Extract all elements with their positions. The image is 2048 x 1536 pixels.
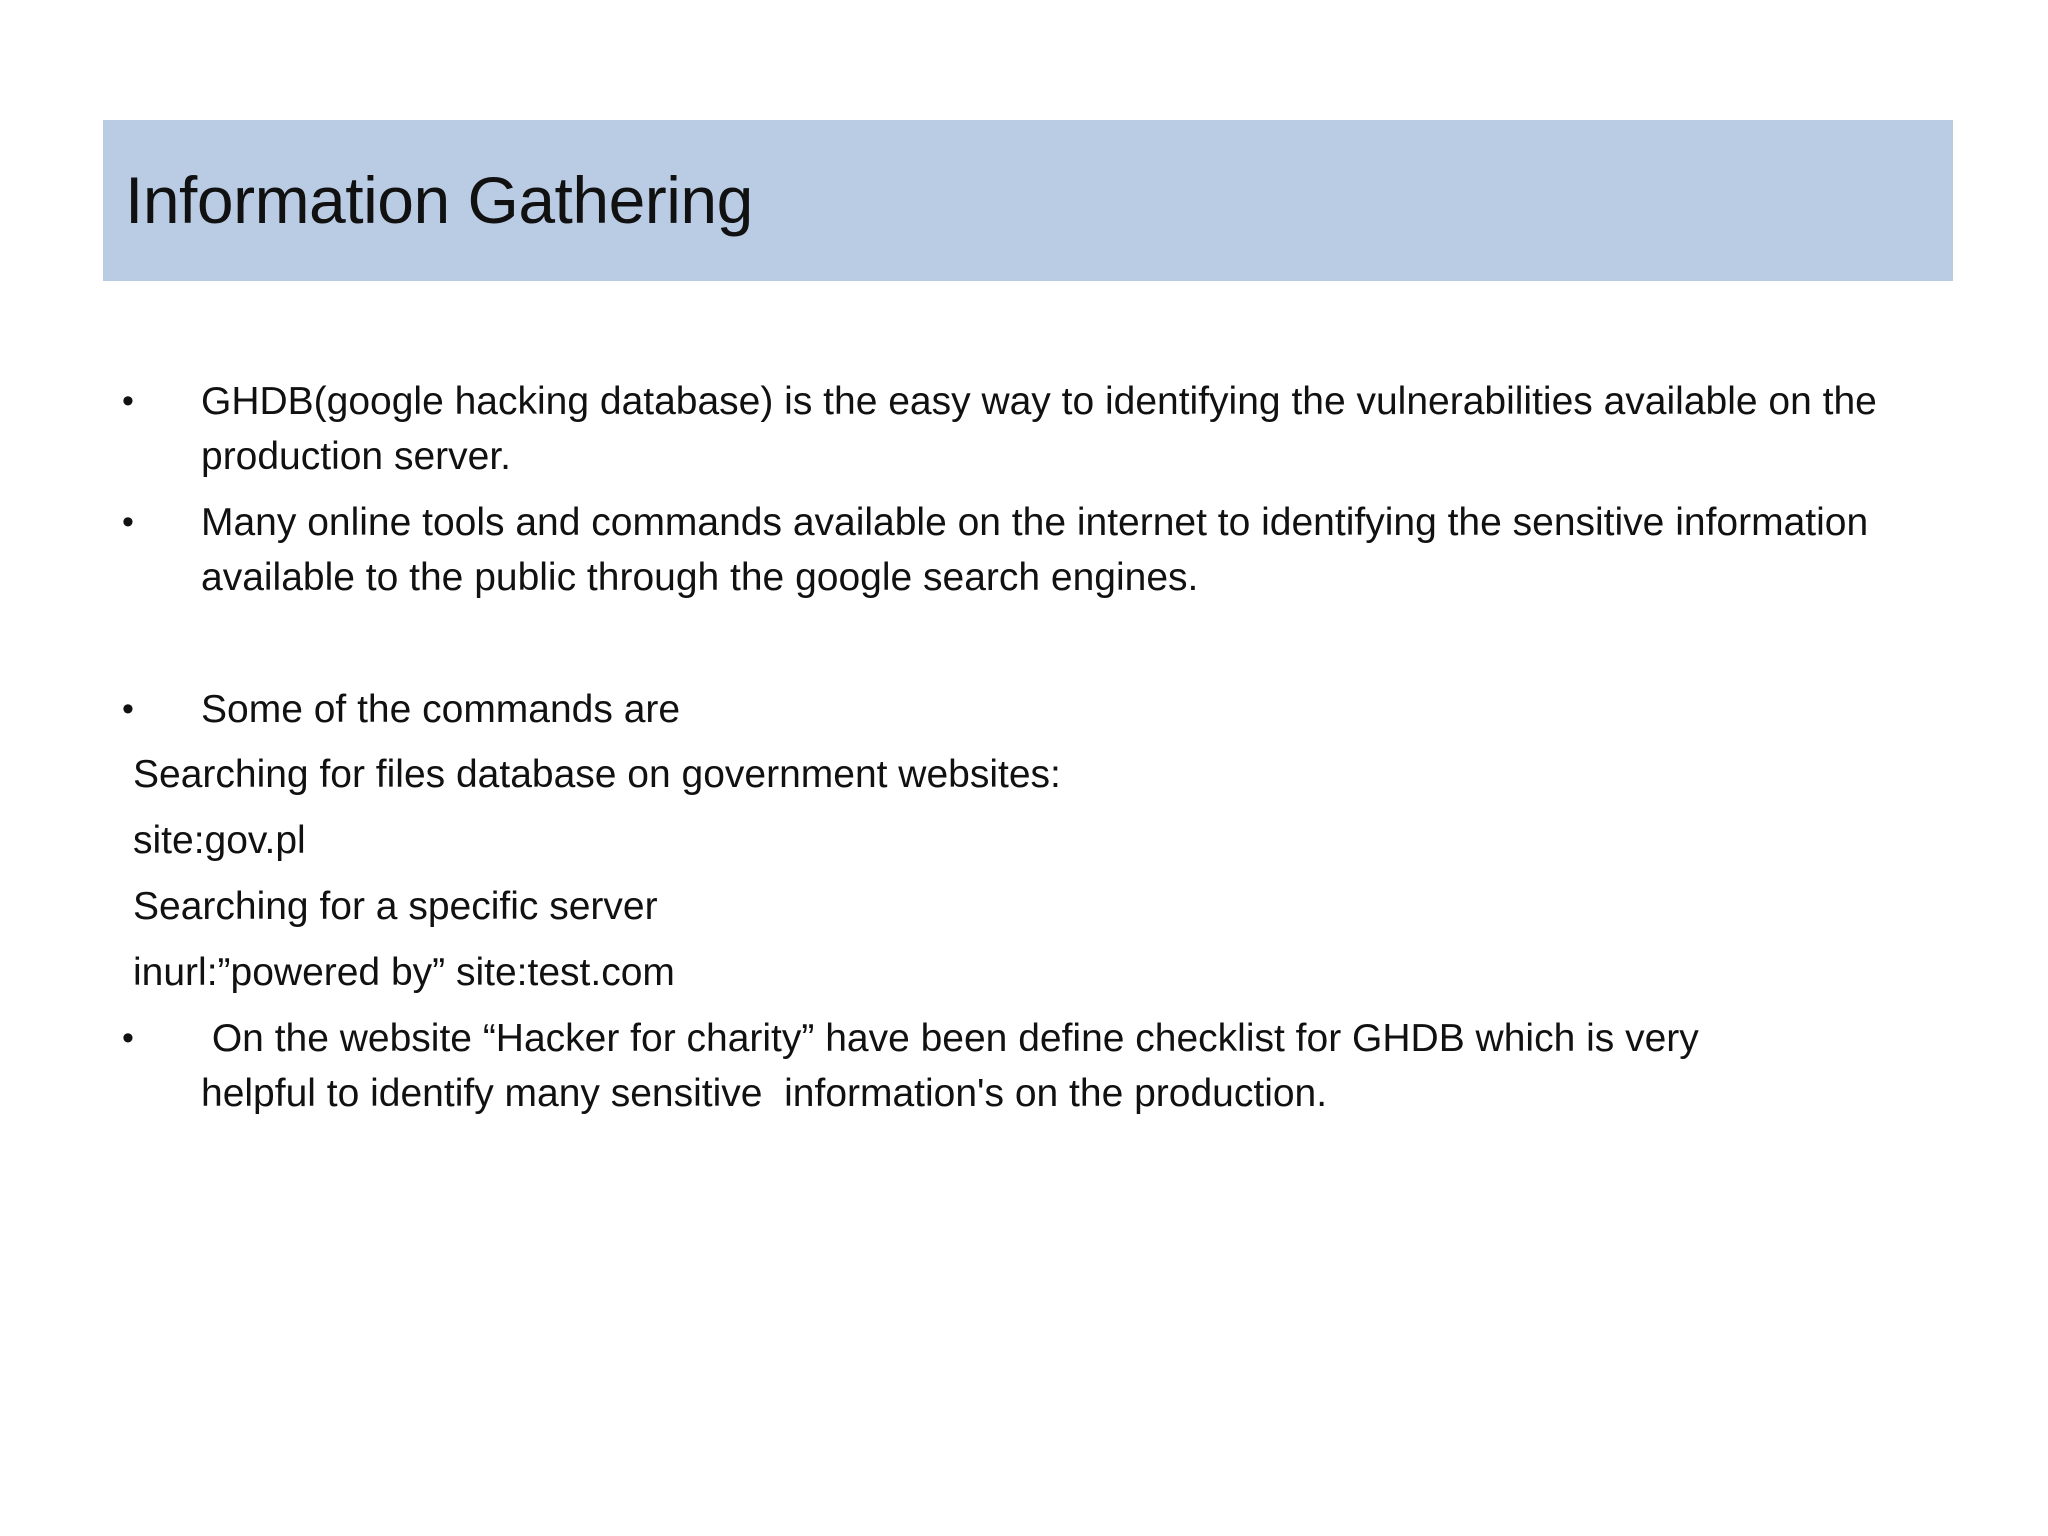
bullet-marker: •: [122, 1019, 134, 1057]
bullet-hacker-for-charity-line1: On the website “Hacker for charity” have been define checklist for GHDB which is very: [201, 1017, 1699, 1060]
bullet-marker: •: [122, 690, 134, 728]
command-inurl-powered-by: inurl:”powered by” site:test.com: [133, 951, 675, 994]
bullet-commands-intro-text: Some of the commands are: [201, 688, 681, 731]
command-description-server: Searching for a specific server: [133, 885, 658, 928]
bullet-hacker-for-charity-line2: helpful to identify many sensitive information's on the production.: [201, 1072, 1328, 1115]
bullet-marker: •: [122, 382, 134, 420]
slide-title: Information Gathering: [125, 163, 753, 237]
bullet-online-tools-text: Many online tools and commands available on the internet to identifying the sensitive information available to the public through the google search engines.: [201, 501, 1869, 599]
command-site-gov: site:gov.pl: [133, 819, 306, 862]
bullet-marker: •: [122, 503, 134, 541]
bullet-ghdb-text: GHDB(google hacking database) is the easy way to identifying the vulnerabilities available on the production server.: [201, 380, 1877, 478]
command-description-government: Searching for files database on government websites:: [133, 753, 1061, 796]
